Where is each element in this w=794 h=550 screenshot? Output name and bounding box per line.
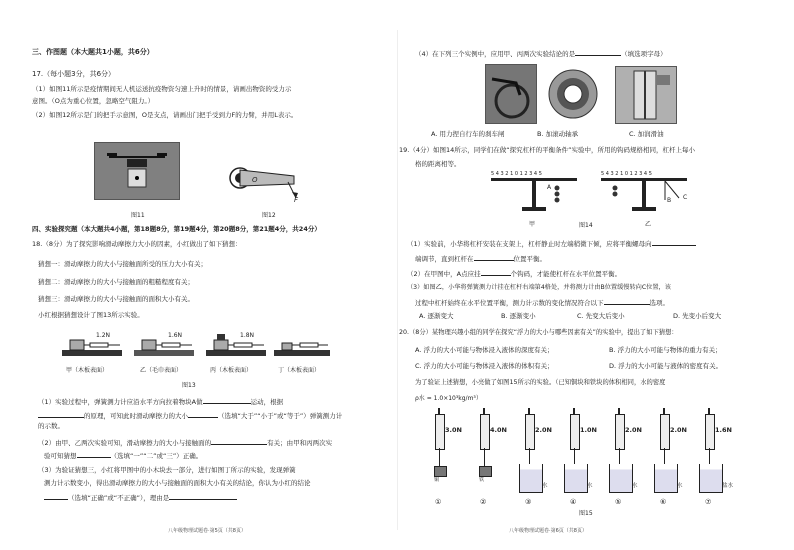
guess-3: 猜想三：滑动摩擦力的大小与接触面的面积大小有关。 (38, 295, 194, 303)
bearing-photo (547, 66, 599, 122)
q18-2-a: （2）由甲、乙两次实验可知，滑动摩擦力的大小与接触面的 (38, 439, 212, 447)
fig13-ding-label: 丁（木板表面） (278, 367, 321, 374)
spring-scale-icon (660, 414, 670, 450)
answer-blank[interactable] (652, 238, 696, 246)
q18-2-a2: 有关；由甲和丙两次实 (267, 439, 333, 447)
q19-2b: 个钩码，才能使杠杆在水平位置平衡。 (510, 270, 622, 278)
scale-reading: 1.6N (715, 426, 732, 434)
q20-guess-c: C. 浮力的大小可能与物体浸入液体的体积有关； (415, 362, 554, 370)
beaker-icon (609, 464, 633, 493)
fig12-caption: 图12 (262, 212, 276, 219)
answer-blank[interactable] (188, 410, 218, 418)
page-footer: 八年级物理试题卷·第6页（共8页） (509, 528, 587, 534)
answer-blank[interactable] (481, 268, 511, 276)
q19-3-b2: 选项。 (649, 299, 669, 307)
q19-line2: 格的距离相等。 (415, 160, 461, 168)
option-c: C. 加润滑油 (629, 130, 664, 138)
page-6 (397, 0, 794, 550)
q20-density: ρ水 = 1.0×10³kg/m³） (415, 395, 482, 402)
spring-scale-icon (570, 414, 580, 450)
beaker-icon (654, 464, 678, 493)
answer-blank[interactable] (44, 492, 68, 500)
scale-reading: 2.0N (625, 426, 642, 434)
q19-1-b: 端调节，直到杠杆在 (415, 255, 474, 263)
q18-1-a2: 运动，根据 (250, 398, 284, 406)
q18-1-c: 的示数。 (38, 422, 64, 430)
q19-option-d: D. 先变小后变大 (673, 312, 722, 320)
q18-2-b2: （选填“一”“二”或“三”）正确。 (110, 452, 203, 460)
lever-label-a: A (547, 184, 552, 191)
liquid-label: 盐水 (722, 483, 734, 489)
liquid-label: 水 (632, 483, 638, 489)
fig15-caption: 图15 (579, 510, 593, 517)
answer-blank[interactable] (203, 396, 251, 404)
fig13-jia-value: 1.2N (96, 332, 111, 339)
setup-number: ③ (525, 498, 532, 506)
scale-reading: 3.0N (445, 426, 462, 434)
q18-1-b2: （选填“大于”“小于”或“等于”）弹簧测力计 (218, 412, 343, 420)
hook-icon (573, 408, 575, 414)
hinge-icon (616, 67, 676, 123)
scale-setup (611, 408, 651, 518)
q17-1-line2: 意图。（O点为重心位置，忽略空气阻力。） (32, 97, 155, 105)
setup-number: ① (435, 498, 442, 506)
string (439, 448, 440, 466)
q18-3-b: 测力计示数变小，得出滑动摩擦力的大小与接触面的面积大小有关的结论，你认为小红的结论 (44, 479, 311, 487)
q19-option-a: A. 逐渐变大 (419, 312, 454, 320)
answer-blank[interactable] (169, 492, 237, 500)
guess-2: 猜想二：滑动摩擦力的大小与接触面的粗糙程度有关； (38, 278, 194, 286)
block-label: 铁 (479, 477, 485, 483)
setup-number: ⑦ (705, 498, 712, 506)
section3-title: 三、作图题（本大题共1小题，共6分） (32, 48, 154, 56)
scale-setup (476, 408, 516, 518)
brake-photo (485, 64, 537, 124)
scale-setup (701, 408, 741, 518)
spring-scale-icon (525, 414, 535, 450)
answer-blank[interactable] (211, 437, 267, 445)
q18-4: （4）在下列三个实例中，应用甲、丙两次实验结论的是 (415, 50, 576, 58)
guess-1: 猜想一：滑动摩擦力的大小与接触面所受的压力大小有关； (38, 260, 207, 268)
hook-icon (618, 408, 620, 414)
setup-number: ② (480, 498, 487, 506)
fig11-caption: 图11 (131, 212, 145, 219)
hook-icon (438, 408, 440, 414)
page-footer: 八年级物理试题卷·第5页（共8页） (168, 528, 246, 534)
lever-label-b: B (667, 197, 672, 204)
answer-blank[interactable] (604, 297, 650, 305)
fig12-f-label: F (294, 196, 299, 204)
fig13-caption: 图13 (182, 382, 196, 389)
answer-blank[interactable] (474, 253, 514, 261)
q17-2-line: （2）如图12所示是门的把手示意图，O是支点，请画出门把手受到力F的力臂，并用L表示。 (32, 111, 298, 119)
hook-icon (528, 408, 530, 414)
answer-blank[interactable] (77, 450, 111, 458)
scale-setup (431, 408, 471, 518)
hook-icon (708, 408, 710, 414)
q19-3-a: （3）如图乙，小华将弹簧测力计挂在杠杆右端第4格处，并将测力计由B位置缓慢转向C位置，该 (407, 284, 671, 291)
option-a: A. 用力捏自行车的刹车闸 (431, 130, 505, 138)
lever-scale-jia: 5 4 3 2 1 0 1 2 3 4 5 (491, 171, 542, 177)
lever-yi-label: 乙 (645, 221, 652, 228)
q19-2: （2）在甲图中，A点应挂 (407, 270, 481, 278)
spring-scale-icon (615, 414, 625, 450)
spring-scale-icon (705, 414, 715, 450)
liquid-label: 水 (587, 483, 593, 489)
q18-heading: 18.（8分）为了探究影响滑动摩擦力大小的因素，小红做出了如下猜想： (32, 240, 242, 248)
scale-reading: 1.0N (580, 426, 597, 434)
string (484, 448, 485, 466)
fig13-bing-value: 1.8N (240, 332, 255, 339)
scale-reading: 2.0N (535, 426, 552, 434)
buoyancy-diagram (431, 408, 751, 518)
scale-reading: 2.0N (670, 426, 687, 434)
hinge-photo (615, 66, 677, 124)
answer-blank[interactable] (38, 410, 84, 418)
q18-3-a: （3）为验证猜想三，小红将甲图中的小木块去一部分，进行如图丁所示的实验，发现弹簧 (38, 466, 296, 474)
hook-icon (483, 408, 485, 414)
q19-line1: 19.（4分）如图14所示，同学们在做“探究杠杆的平衡条件”实验中，所用的钩码规格相同，杠杆上每小 (399, 146, 695, 154)
beaker-icon (564, 464, 588, 493)
liquid-label: 水 (542, 483, 548, 489)
q18-4-hint: （填选项字母） (621, 50, 667, 58)
lever-label-c: C (683, 194, 688, 201)
bearing-icon (547, 66, 599, 122)
lever-scale-yi: 5 4 3 2 1 0 1 2 3 4 5 (601, 171, 652, 177)
q17-heading: 17.（每小题3分，共6分） (32, 70, 116, 78)
fig14-caption: 图14 (579, 222, 593, 229)
drone-photo (94, 142, 180, 200)
q20-guess-a: A. 浮力的大小可能与物体浸入液体的深度有关； (415, 346, 554, 354)
q19-1-a: （1）实验前，小华将杠杆安装在支架上，杠杆静止时左端稍微下倾，应将平衡螺母向 (407, 240, 652, 248)
q19-option-b: B. 逐渐变小 (501, 312, 536, 320)
q18-design: 小红根据猜想设计了图13所示实验。 (38, 311, 144, 319)
fig13-bing-label: 丙（木板表面） (210, 367, 253, 374)
q18-1-a: （1）实验过程中，弹簧测力计应沿水平方向拉着物块A做 (38, 398, 203, 406)
fig12-o-label: O (252, 176, 258, 184)
fig13-yi-value: 1.6N (168, 332, 183, 339)
beaker-icon (699, 464, 723, 493)
q20-verify: 为了验证上述猜想，小亮做了如图15所示的实验。（已知铜块和铁块的体积相同，水的密度 (415, 379, 666, 386)
scale-setup (566, 408, 606, 518)
q20-heading: 20.（8分）某物理兴趣小组的同学在探究“浮力的大小与哪些因素有关”的实验中，提出了如下猜想： (399, 329, 678, 336)
q17-1-line1: （1）如图11所示是疫情期间无人机运送抗疫物资匀速上升时的情景，请画出物资的受力示 (32, 85, 292, 93)
q20-guess-d: D. 浮力的大小可能与液体的密度有关。 (609, 362, 723, 370)
option-b: B. 加滚动轴承 (537, 130, 579, 138)
scale-setup (521, 408, 561, 518)
block-label: 铜 (434, 477, 440, 483)
lever-jia-label: 甲 (529, 221, 536, 228)
fig13-jia-label: 甲（木板表面） (66, 367, 109, 374)
q18-2-b: 验可知猜想 (44, 452, 77, 460)
fig13-yi-label: 乙（毛巾表面） (140, 367, 183, 374)
spring-scale-icon (435, 414, 445, 450)
answer-blank[interactable] (575, 48, 621, 56)
setup-number: ④ (570, 498, 577, 506)
q20-guess-b: B. 浮力的大小可能与物体的重力有关； (609, 346, 722, 354)
setup-number: ⑥ (660, 498, 667, 506)
q18-1-b: 的原理，可知此时滑动摩擦力的大小 (84, 412, 188, 420)
setup-number: ⑤ (615, 498, 622, 506)
scale-reading: 4.0N (490, 426, 507, 434)
q18-3-c: （选填“正确”或“不正确”），理由是 (68, 494, 170, 502)
drone-icon (95, 143, 179, 199)
scale-setup (656, 408, 696, 518)
hook-icon (663, 408, 665, 414)
liquid-label: 水 (677, 483, 683, 489)
q19-3-b: 过程中杠杆始终在水平位置平衡，测力计示数的变化情况符合以下 (415, 299, 604, 307)
beaker-icon (519, 464, 543, 493)
q19-option-c: C. 先变大后变小 (577, 312, 625, 320)
q19-1-b2: 位置平衡。 (513, 255, 546, 263)
bike-brake-icon (486, 65, 536, 123)
section4-title: 四、实验探究题（本大题共4小题，第18题8分，第19题4分，第20题8分，第21题4分，共24分） (32, 225, 321, 233)
spring-scale-icon (480, 414, 490, 450)
